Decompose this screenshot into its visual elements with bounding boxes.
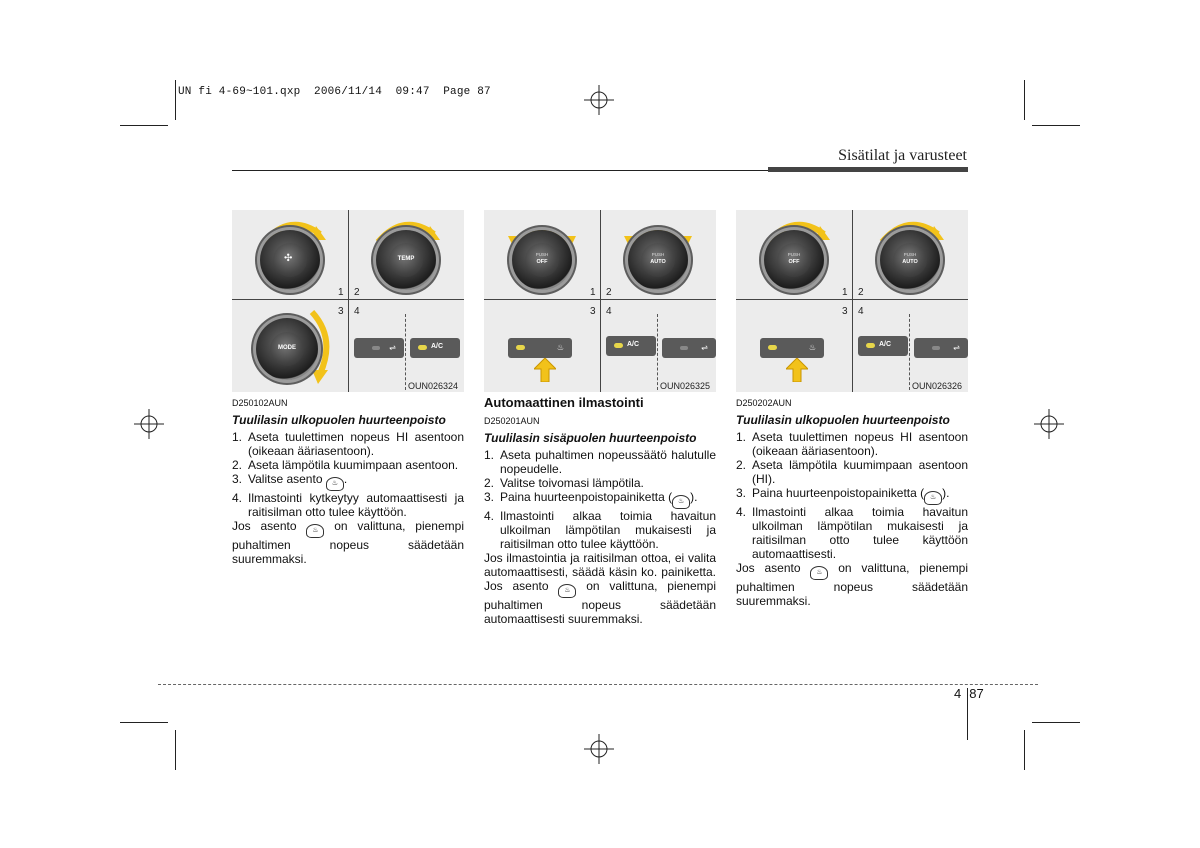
list-item: 1. Aseta puhaltimen nopeussäätö halutulle nopeudelle. <box>484 448 716 476</box>
list-item: 4. Ilmastointi alkaa toimia havaitun ulkoilman lämpötilan mukaisesti ja raitisilman otto tulee käyttöön automaattisesti. <box>736 505 968 561</box>
figure-number: 1 <box>590 287 596 298</box>
ac-button[interactable]: A/C <box>606 336 656 356</box>
subsection-title: Tuulilasin ulkopuolen huurteenpoisto <box>736 413 950 427</box>
list-item: 2. Aseta lämpötila kuumimpaan asentoon (HI). <box>736 458 968 486</box>
figure-number: 4 <box>354 306 360 317</box>
figure-3 <box>736 210 968 392</box>
footer-rule <box>158 684 1038 685</box>
list-item: 3. Valitse asento ♨ . <box>232 472 464 491</box>
defrost-icon: ♨ <box>558 584 576 598</box>
figure-caption: OUN026324 <box>408 381 459 391</box>
recirc-button[interactable]: ⇌ <box>662 338 716 358</box>
subsection-title: Tuulilasin sisäpuolen huurteenpoisto <box>484 431 697 445</box>
defrost-icon: ♨ <box>924 491 942 505</box>
figure-number: 3 <box>338 306 344 317</box>
crop-mark <box>120 722 168 723</box>
figure-number: 1 <box>842 287 848 298</box>
fan-speed-knob[interactable]: PUSH OFF <box>764 230 824 290</box>
defrost-button[interactable]: ♨ <box>508 338 572 358</box>
crop-mark <box>1032 722 1080 723</box>
registration-mark-icon <box>584 85 614 115</box>
list-item: 2. Aseta lämpötila kuumimpaan asentoon. <box>232 458 459 472</box>
recirc-button[interactable]: ⇌ <box>354 338 404 358</box>
crop-mark <box>1024 80 1025 120</box>
paragraph: Jos ilmastointia ja raitisilman ottoa, ei valita automaattisesti, säädä käsin ko. painiketta. Jos asento ♨ on valittuna, pienempi puhaltimen nopeus säädetään automaattisesti suuremmaksi. <box>484 551 716 626</box>
print-header: UN fi 4-69~101.qxp 2006/11/14 09:47 Page 87 <box>178 86 491 98</box>
crop-mark <box>120 125 168 126</box>
text-column-3 <box>736 396 968 608</box>
crop-mark <box>1032 125 1080 126</box>
registration-mark-icon <box>1034 409 1064 439</box>
list-item: 4. Ilmastointi kytkeytyy automaattisesti ja raitisilman otto tulee käyttöön. <box>232 491 464 519</box>
figure-divider <box>736 299 968 300</box>
up-arrow-icon <box>786 358 808 382</box>
section-code: D250102AUN <box>232 398 288 408</box>
list-item: 2. Valitse toivomasi lämpötila. <box>484 476 644 490</box>
figure-number: 4 <box>858 306 864 317</box>
subsection-title: Tuulilasin ulkopuolen huurteenpoisto <box>232 413 446 427</box>
list-item: 1. Aseta tuulettimen nopeus HI asentoon (oikeaan ääriasentoon). <box>232 430 464 458</box>
page-number: 4 87 <box>954 686 984 701</box>
defrost-icon: ♨ <box>810 566 828 580</box>
list-item: 4. Ilmastointi alkaa toimia havaitun ulkoilman lämpötilan mukaisesti ja raitisilman otto tulee käyttöön. <box>484 509 716 551</box>
recirc-button[interactable]: ⇌ <box>914 338 968 358</box>
fan-speed-knob[interactable]: PUSH OFF <box>512 230 572 290</box>
header-rule-accent <box>768 167 968 172</box>
defrost-icon: ♨ <box>326 477 344 491</box>
paragraph: Jos asento ♨ on valittuna, pienempi puhaltimen nopeus säädetään suuremmaksi. <box>736 561 968 608</box>
section-heading: Automaattinen ilmastointi <box>484 395 644 410</box>
header-rule <box>232 170 768 171</box>
defrost-icon: ♨ <box>672 495 690 509</box>
paragraph: Jos asento ♨ on valittuna, pienempi puhaltimen nopeus säädetään suuremmaksi. <box>232 519 464 566</box>
figure-number: 2 <box>354 287 360 298</box>
figure-divider <box>657 314 658 390</box>
section-code: D250201AUN <box>484 416 540 426</box>
up-arrow-icon <box>534 358 556 382</box>
text-column-2 <box>484 396 716 626</box>
defrost-icon: ♨ <box>306 524 324 538</box>
figure-divider <box>484 299 716 300</box>
figure-divider <box>909 314 910 390</box>
figure-1 <box>232 210 464 392</box>
crop-mark <box>175 80 176 120</box>
figure-number: 4 <box>606 306 612 317</box>
defrost-button[interactable]: ♨ <box>760 338 824 358</box>
figure-divider <box>232 299 464 300</box>
figure-number: 2 <box>606 287 612 298</box>
crop-mark <box>1024 730 1025 770</box>
figure-number: 3 <box>590 306 596 317</box>
figure-2 <box>484 210 716 392</box>
list-item: 3. Paina huurteenpoistopainiketta ( ♨ ). <box>736 486 968 505</box>
figure-divider <box>405 314 406 390</box>
figure-divider <box>852 210 853 392</box>
figure-number: 3 <box>842 306 848 317</box>
fan-speed-knob[interactable]: ✣ <box>260 230 320 290</box>
temp-knob[interactable]: TEMP <box>376 230 436 290</box>
section-code: D250202AUN <box>736 398 792 408</box>
text-column-1 <box>232 396 464 566</box>
figure-caption: OUN026326 <box>912 381 963 391</box>
registration-mark-icon <box>134 409 164 439</box>
crop-mark <box>175 730 176 770</box>
figure-number: 2 <box>858 287 864 298</box>
temp-knob[interactable]: PUSH AUTO <box>628 230 688 290</box>
ac-button[interactable]: A/C <box>410 338 460 358</box>
figure-divider <box>348 210 349 392</box>
mode-knob[interactable]: MODE <box>256 318 318 380</box>
ac-button[interactable]: A/C <box>858 336 908 356</box>
figure-caption: OUN026325 <box>660 381 711 391</box>
figure-divider <box>600 210 601 392</box>
page-number-separator <box>967 688 968 740</box>
section-title: Sisätilat ja varusteet <box>838 147 967 164</box>
list-item: 1. Aseta tuulettimen nopeus HI asentoon (oikeaan ääriasentoon). <box>736 430 968 458</box>
temp-knob[interactable]: PUSH AUTO <box>880 230 940 290</box>
registration-mark-icon <box>584 734 614 764</box>
figure-number: 1 <box>338 287 344 298</box>
list-item: 3. Paina huurteenpoistopainiketta ( ♨ ). <box>484 490 716 509</box>
